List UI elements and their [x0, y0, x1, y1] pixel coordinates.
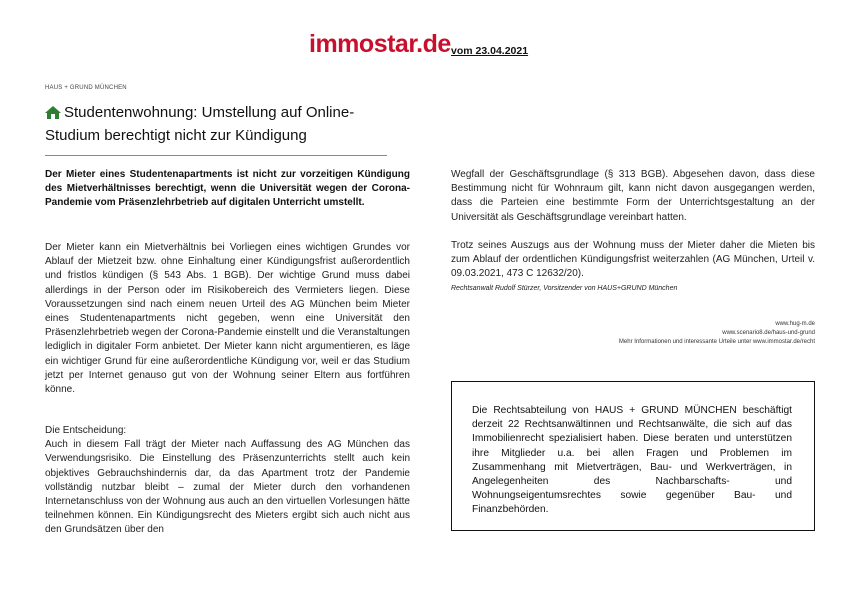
- article-lead: Der Mieter eines Studentenapartments ist nicht zur vorzeitigen Kündigung des Mietverhältnisses berechtigt, wenn die Universität wegen der Corona-Pandemie vom Präsenzlehrbetrieb auf digitalen Unterricht umstellt.: [45, 169, 410, 209]
- links-block: [619, 320, 815, 347]
- article-title-text: Studentenwohnung: Umstellung auf Online-Studium berechtigt nicht zur Kündigung: [45, 104, 355, 144]
- title-divider: [45, 155, 387, 156]
- decision-text: Auch in diesem Fall trägt der Mieter nach Auffassung des AG München das Verwendungsrisiko. Die Einstellung des Präsenzunterrichts stellt auch kein objektives Gebrauchshindernis dar, da das Apartment trotz der Pandemie vollständig nutzbar bleibt – zumal der Mieter durch den vorhandenen Internetanschluss von der Wohnung aus auch an den virtuellen Vorlesungen hätte teilnehmen können. Ein Kündigungsrecht des Mieters ergibt sich auch nicht aus den Grundsätzen über den: [45, 439, 410, 536]
- immostar-logo: [309, 30, 451, 58]
- link-scenario8[interactable]: www.scenario8.de/haus-und-grund: [722, 330, 815, 336]
- link-immostar-recht[interactable]: Mehr Informationen und interessante Urteile unter www.immostar.de/recht: [618, 339, 815, 345]
- logo-part-immo: immo: [309, 30, 374, 58]
- info-box-text: Die Rechtsabteilung von HAUS + GRUND MÜNCHEN beschäftigt derzeit 22 Rechtsanwältinnen und Rechtsanwälte, die sich auf das Immobilienrecht spezialisiert haben. Diese beraten und unterstützen ihre Mitglieder u.a. bei allen Fragen und Problemen im Zusammenhang mit Mietverträgen, Bau- und Werkverträgen, in Angelegenheiten des Nachbarschafts- und Wohnungseigentumsrechtes sowie gegenüber Bau- und Finanzbehörden.: [472, 405, 792, 516]
- author-signature: Rechtsanwalt Rudolf Stürzer, Vorsitzender von HAUS+GRUND München: [451, 285, 678, 292]
- article-paragraph-2: [45, 424, 410, 538]
- subheading: Die Entscheidung:: [45, 425, 127, 436]
- article-paragraph-1: Der Mieter kann ein Mietverhältnis bei Vorliegen eines wichtigen Grundes vor Ablauf der Mietzeit bzw. ohne Einhaltung einer Kündigungsfrist außerordentlich und fristlos kündigen (§ 543 Abs. 1 BGB). Der wichtige Grund muss dabei allerdings in der Person oder im Risikobereich des Vermieters liegen. Diese Voraussetzungen sind nach einem neuen Urteil des AG München beim Mieter eines Studentenapartments nicht gegeben, wenn eine Universität den Präsenzlehrbetrieb wegen der Corona-Pandemie einstellt und die Veranstaltungen lediglich in digitaler Form anbietet. Der Mieter kann nicht argumentieren, es läge ein wichtiger Grund für eine außerordentliche Kündigung vor, weil er das Studium jetzt per Internet genauso gut von der Wohnung seiner Eltern aus fortführen könne.: [45, 242, 410, 396]
- logo-part-star: star.de: [373, 30, 451, 58]
- kicker: HAUS + GRUND MÜNCHEN: [45, 85, 127, 91]
- article-col2-paragraph-2: Trotz seines Auszugs aus der Wohnung muss der Mieter daher die Mieten bis zum Ablauf der ordentlichen Kündigungsfrist weiterzahlen (AG München, Urteil v. 09.03.2021, 473 C 12632/20).: [451, 240, 815, 280]
- article-title: [45, 102, 405, 146]
- article-col2-paragraph-1: Wegfall der Geschäftsgrundlage (§ 313 BGB). Abgesehen davon, dass diese Bestimmung nicht für Wohnraum gilt, kann nicht davon ausgegangen werden, dass die Parteien eine bestimmte Form der Unterrichtsgestaltung an der Universität als Geschäftsgrundlage vereinbart hatten.: [451, 169, 815, 223]
- house-icon: [45, 104, 61, 125]
- issue-date: vom 23.04.2021: [451, 45, 529, 57]
- link-hug[interactable]: www.hug-m.de: [775, 321, 815, 327]
